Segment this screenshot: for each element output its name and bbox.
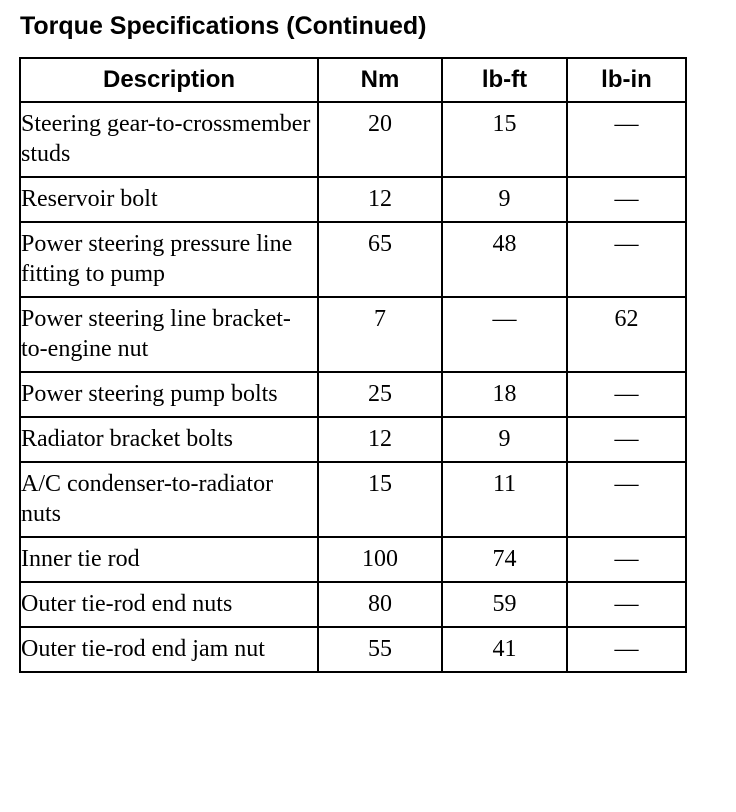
cell-lb-ft: 59 <box>442 582 567 627</box>
cell-lb-in: — <box>567 222 686 297</box>
torque-spec-table <box>19 57 687 673</box>
column-header-description: Description <box>20 58 318 102</box>
cell-lb-ft: 9 <box>442 417 567 462</box>
cell-lb-ft: 48 <box>442 222 567 297</box>
cell-lb-ft: 41 <box>442 627 567 672</box>
cell-description: A/C condenser-to-radiator nuts <box>20 462 318 537</box>
cell-description: Power steering line bracket-to-engine nut <box>20 297 318 372</box>
cell-description: Inner tie rod <box>20 537 318 582</box>
cell-lb-in: — <box>567 537 686 582</box>
table-row <box>20 537 686 582</box>
cell-nm: 55 <box>318 627 442 672</box>
cell-description: Outer tie-rod end jam nut <box>20 627 318 672</box>
cell-description: Outer tie-rod end nuts <box>20 582 318 627</box>
cell-nm: 12 <box>318 417 442 462</box>
cell-lb-in: — <box>567 102 686 177</box>
cell-lb-in: — <box>567 627 686 672</box>
cell-nm: 25 <box>318 372 442 417</box>
cell-nm: 65 <box>318 222 442 297</box>
cell-description: Radiator bracket bolts <box>20 417 318 462</box>
cell-lb-ft: — <box>442 297 567 372</box>
table-row <box>20 627 686 672</box>
cell-lb-ft: 9 <box>442 177 567 222</box>
cell-description: Power steering pressure line fitting to pump <box>20 222 318 297</box>
table-header-row <box>20 58 686 102</box>
column-header-lb-in: lb-in <box>567 58 686 102</box>
cell-nm: 100 <box>318 537 442 582</box>
cell-lb-in: 62 <box>567 297 686 372</box>
cell-nm: 12 <box>318 177 442 222</box>
cell-lb-ft: 18 <box>442 372 567 417</box>
table-row <box>20 462 686 537</box>
cell-lb-ft: 15 <box>442 102 567 177</box>
cell-nm: 80 <box>318 582 442 627</box>
cell-nm: 20 <box>318 102 442 177</box>
column-header-nm: Nm <box>318 58 442 102</box>
cell-lb-in: — <box>567 417 686 462</box>
cell-description: Steering gear-to-crossmember studs <box>20 102 318 177</box>
cell-lb-in: — <box>567 582 686 627</box>
cell-description: Reservoir bolt <box>20 177 318 222</box>
table-row <box>20 372 686 417</box>
cell-nm: 7 <box>318 297 442 372</box>
table-row <box>20 417 686 462</box>
table-row <box>20 297 686 372</box>
page-title: Torque Specifications (Continued) <box>20 12 427 40</box>
table-row <box>20 222 686 297</box>
cell-lb-in: — <box>567 372 686 417</box>
cell-lb-in: — <box>567 462 686 537</box>
column-header-lb-ft: lb-ft <box>442 58 567 102</box>
cell-lb-ft: 74 <box>442 537 567 582</box>
table-row <box>20 102 686 177</box>
table-row <box>20 177 686 222</box>
cell-description: Power steering pump bolts <box>20 372 318 417</box>
table-row <box>20 582 686 627</box>
cell-lb-ft: 11 <box>442 462 567 537</box>
cell-lb-in: — <box>567 177 686 222</box>
cell-nm: 15 <box>318 462 442 537</box>
